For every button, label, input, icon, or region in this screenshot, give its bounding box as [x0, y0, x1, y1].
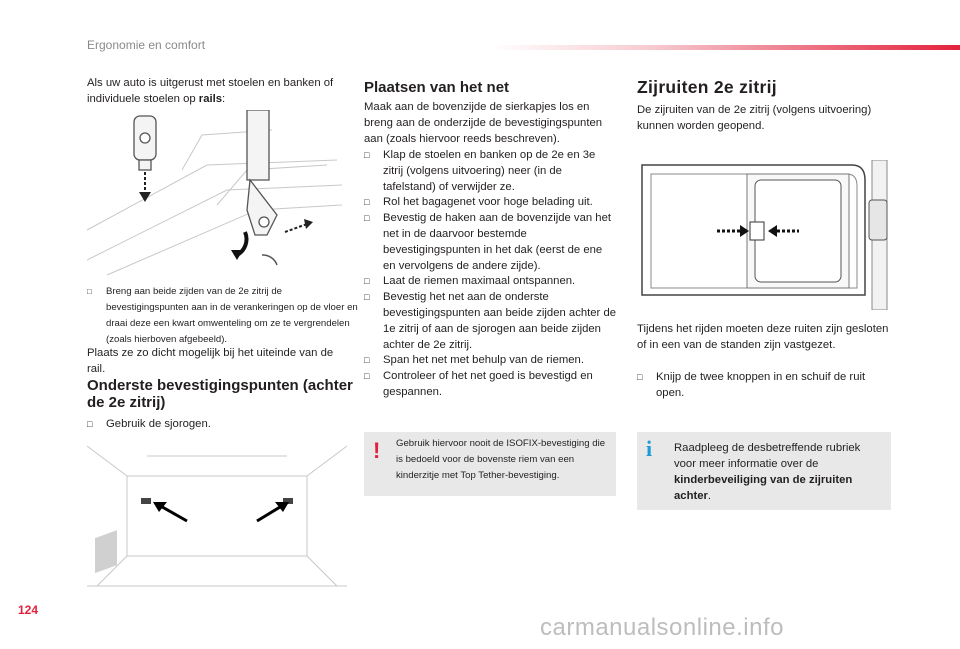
list-item: □ Rol het bagagenet voor hoge belading uit. — [364, 195, 617, 211]
header-accent-bar — [490, 45, 960, 50]
lashing-eyes-illustration — [87, 436, 347, 596]
warning-text: Gebruik hiervoor nooit de ISOFIX-bevestiging die is bedoeld voor de bovenste riem van een kinderzitje met Top Tether-bevestiging. — [396, 438, 606, 481]
section-title: Ergonomie en comfort — [87, 38, 206, 52]
info-text: Raadpleeg de desbetreffende rubriek voor meer informatie over de kinderbeveiliging van de zijruiten achter. — [674, 442, 861, 502]
rail-anchor-illustration — [87, 110, 347, 280]
list-item: □ Span het net met behulp van de riemen. — [364, 353, 617, 369]
list-item: □ Controleer of het net goed is bevestigd en gespannen. — [364, 369, 617, 401]
list-item: □ Bevestig de haken aan de bovenzijde van het net in de daarvoor bestemde bevestigingspunten in het dak (eerst de ene en vervolgens de andere zijde). — [364, 211, 617, 274]
paragraph-rail-end: Plaats ze zo dicht mogelijk bij het uiteinde van de rail. — [87, 347, 334, 375]
warning-note — [364, 432, 616, 496]
list-item: □ Bevestig het net aan de onderste bevestigingspunten aan beide zijden achter de 1e zitrij of aan de sjorogen aan beide zijden achter de 2e zitrij. — [364, 290, 617, 353]
paragraph-driving: Tijdens het rijden moeten deze ruiten zijn gesloten of in een van de standen zijn vastgezet. — [637, 323, 889, 351]
paragraph-side-windows: De zijruiten van de 2e zitrij (volgens uitvoering) kunnen worden geopend. — [637, 104, 872, 132]
info-note — [637, 432, 891, 510]
list-item: □ Laat de riemen maximaal ontspannen. — [364, 274, 617, 290]
bullet-list-lashing — [87, 417, 347, 433]
heading-place-net: Plaatsen van het net — [364, 79, 510, 96]
paragraph-net-intro: Maak aan de bovenzijde de sierkapjes los en breng aan de onderzijde de bevestigingspunten aan (zoals hiervoor reeds beschreven). — [364, 101, 603, 145]
heading-lower-anchors: Onderste bevestigingspunten (achter de 2e zitrij) — [87, 377, 353, 411]
bullet-list-net-steps — [364, 148, 617, 401]
list-item: □ Gebruik de sjorogen. — [87, 417, 347, 433]
page-number: 124 — [18, 603, 39, 617]
info-icon: i — [646, 436, 653, 461]
bullet-list-window — [637, 370, 892, 402]
list-item: □ Klap de stoelen en banken op de 2e en 3e zitrij (volgens uitvoering) neer (in de tafelstand) of verwijder ze. — [364, 148, 617, 195]
warning-icon: ! — [373, 438, 381, 463]
heading-side-windows: Zijruiten 2e zitrij — [637, 77, 777, 97]
illustration-caption: □ Breng aan beide zijden van de 2e zitrij de bevestigingspunten aan in de verankeringen op de vloer en draai deze een kwart omwenteling om ze te vergrendelen (zoals hierboven afgebeeld). — [87, 284, 362, 348]
watermark: carmanualsonline.info — [540, 614, 784, 641]
intro-text: Als uw auto is uitgerust met stoelen en banken of individuele stoelen op rails: — [87, 77, 334, 105]
list-item: □ Knijp de twee knoppen in en schuif de ruit open. — [637, 370, 892, 402]
side-window-illustration — [637, 160, 892, 310]
